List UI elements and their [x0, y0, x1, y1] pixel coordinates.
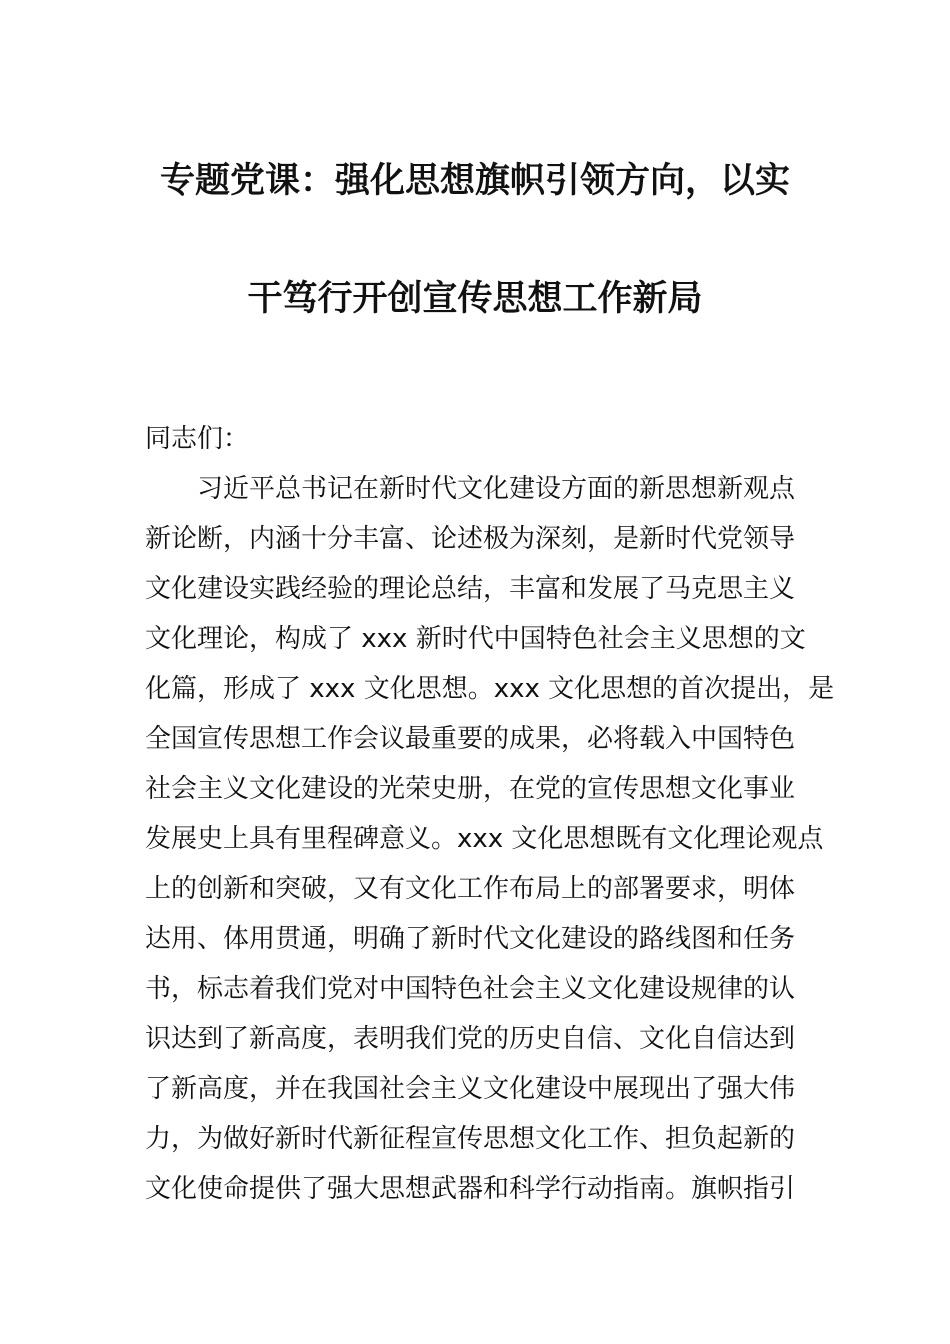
body-line: 力，为做好新时代新征程宣传思想文化工作、担负起新的	[145, 1124, 796, 1154]
body-line: 达用、体用贯通，明确了新时代文化建设的路线图和任务	[145, 924, 796, 954]
document-title-line-1: 专题党课：强化思想旗帜引领方向，以实	[159, 161, 790, 201]
body-line: 化篇，形成了 xxx 文化思想。xxx 文化思想的首次提出，是	[145, 674, 835, 704]
salutation: 同志们：	[145, 424, 250, 454]
body-line: 发展史上具有里程碑意义。xxx 文化思想既有文化理论观点	[145, 824, 824, 854]
body-line: 新论断，内涵十分丰富、论述极为深刻，是新时代党领导	[145, 524, 796, 554]
body-line: 上的创新和突破，又有文化工作布局上的部署要求，明体	[145, 874, 796, 904]
document-title-line-2: 干笃行开创宣传思想工作新局	[247, 279, 703, 319]
body-line: 全国宣传思想工作会议最重要的成果，必将载入中国特色	[145, 724, 796, 754]
body-line: 了新高度，并在我国社会主义文化建设中展现出了强大伟	[145, 1074, 796, 1104]
body-line: 社会主义文化建设的光荣史册，在党的宣传思想文化事业	[145, 774, 796, 804]
body-line: 识达到了新高度，表明我们党的历史自信、文化自信达到	[145, 1024, 796, 1054]
document-body	[145, 419, 835, 1219]
body-line: 书，标志着我们党对中国特色社会主义文化建设规律的认	[145, 974, 796, 1004]
body-line: 文化建设实践经验的理论总结，丰富和发展了马克思主义	[145, 574, 796, 604]
body-line: 习近平总书记在新时代文化建设方面的新思想新观点	[145, 474, 796, 504]
body-line: 文化使命提供了强大思想武器和科学行动指南。旗帜指引	[145, 1174, 796, 1204]
body-line: 文化理论，构成了 xxx 新时代中国特色社会主义思想的文	[145, 624, 806, 654]
